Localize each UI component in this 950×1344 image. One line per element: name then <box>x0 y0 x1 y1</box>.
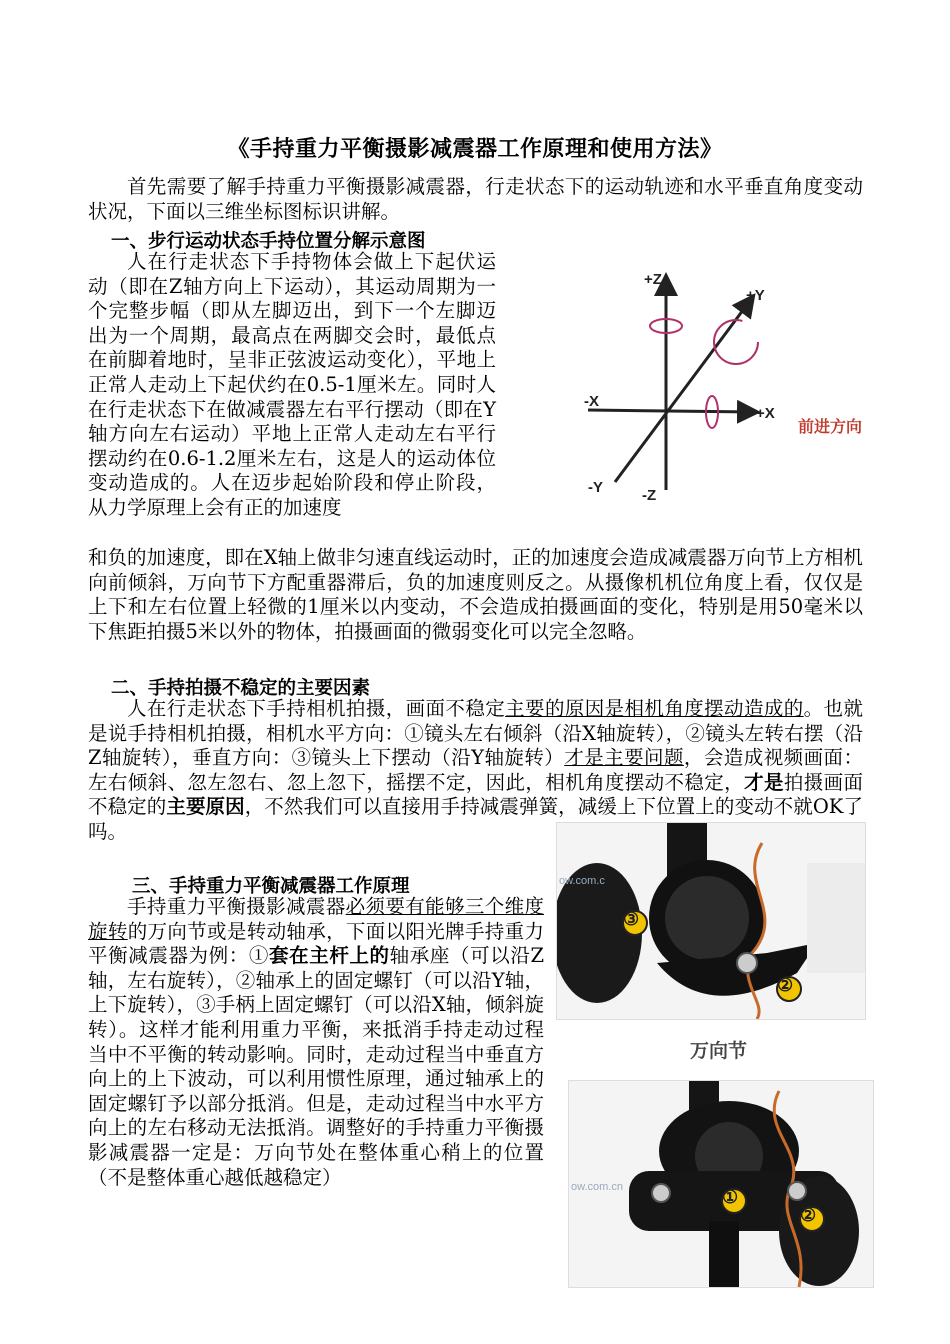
x-axis-line <box>588 410 755 412</box>
intro-paragraph <box>88 175 863 224</box>
section3-text-e: 轴承座（可以沿Z轴，左右旋转），②轴承上的固定螺钉（可以沿Y轴，上下旋转），③手柄上固定螺钉（可以沿X轴，倾斜旋转）。这样才能利用重力平衡，来抵消手持走动过程当中不平衡的转动影响。同时，走动过程当中垂直方向上的上下波动，可以利用惯性原理，通过轴承上的固定螺钉予以部分抵消。但是，走动过程当中水平方向上的左右移动无法抵消。调整好的手持重力平衡摄影减震器一定是：万向节处在整体重心稍上的位置（不是整体重心越低越稳定） <box>88 944 544 1189</box>
document-title: 《手持重力平衡摄影减震器工作原理和使用方法》 <box>227 137 723 162</box>
section2-text-b: 主要的原因是相机角度摆动造成的 <box>505 697 804 720</box>
section2-text-e: ，会造成视频画面：左右倾斜、忽左忽右、忽上忽下，摇摆不定，因此，相机角度摆动不稳定， <box>88 746 863 794</box>
photo1-watermark: ow.com.c <box>559 875 605 887</box>
section2-text-i: ，不然我们可以直接用手持减震弹簧，减缓上下位置上的变动不就OK了吗。 <box>88 795 863 843</box>
section1-narrow-paragraph <box>88 250 496 521</box>
section2-text-h: 主要原因 <box>166 795 245 819</box>
section3-heading: 三、手持重力平衡减震器工作原理 <box>132 876 410 897</box>
direction-label: 前进方向 <box>798 417 863 436</box>
gimbal-photo-2 <box>568 1080 874 1288</box>
y-axis-line <box>615 298 752 482</box>
section3-paragraph <box>88 895 544 1190</box>
section1-heading: 一、步行运动状态手持位置分解示意图 <box>111 231 426 252</box>
section2-text-g: 拍摄画面不稳定的 <box>88 770 863 819</box>
x-pos-label: +X <box>756 405 775 422</box>
photo2-badge-2: ② <box>800 1205 817 1226</box>
photo2-watermark: ow.com.cn <box>571 1181 623 1193</box>
gimbal-photo-1-drawing <box>557 823 865 1019</box>
section1-wide-text: 和负的加速度，即在X轴上做非匀速直线运动时，正的加速度会造成减震器万向节上方相机向前倾斜，万向节下方配重器滞后，负的加速度则反之。从摄像机机位角度上看，仅仅是上下和左右位置上轻微的1厘米以内变动，不会造成拍摄画面的变化，特别是用50毫米以下焦距拍摄5米以外的物体，拍摄画面的微弱变化可以完全忽略。 <box>88 546 863 643</box>
y-neg-label: -Y <box>588 479 603 496</box>
section3-text-d: 套在主杆上的 <box>269 944 390 968</box>
section2-text-f: 才是 <box>744 770 784 794</box>
section1-narrow-text: 人在行走状态下手持物体会做上下起伏运动（即在Z轴方向上下运动），其运动周期为一个完整步幅（即从左脚迈出，到下一个左脚迈出为一个周期，最高点在两脚交会时，最低点在前脚着地时，呈非正弦波运动变化），平地上正常人走动上下起伏约在0.5-1厘米左。同时人在行走状态下在做减震器左右平行摆动（即在Y轴方向左右运动）平地上正常人走动左右平行摆动约在0.6-1.2厘米左右，这是人的运动体位变动造成的。人在迈步起始阶段和停止阶段，从力学原理上会有正的加速度 <box>88 250 496 519</box>
photo1-badge-2: ② <box>777 975 794 996</box>
intro-text: 首先需要了解手持重力平衡摄影减震器，行走状态下的运动轨迹和水平垂直角度变动状况，下面以三维坐标图标识讲解。 <box>88 175 863 223</box>
section2-heading: 二、手持拍摄不稳定的主要因素 <box>111 678 371 699</box>
photo1-caption: 万向节 <box>690 1040 748 1062</box>
section2-text-d: 才是主要问题 <box>564 746 684 770</box>
z-pos-label: +Z <box>644 271 662 288</box>
y-pos-label: +Y <box>746 287 765 304</box>
section3-text-c: 的万向节或是转动轴承，下面以阳光牌手持重力平衡减震器为例：① <box>88 919 544 968</box>
photo2-badge-1: ① <box>722 1187 739 1208</box>
gimbal-photo-1 <box>556 822 866 1020</box>
axis-diagram <box>570 260 900 510</box>
photo1-badge-3: ③ <box>623 909 640 930</box>
z-neg-label: -Z <box>642 487 657 504</box>
section1-wide-paragraph <box>88 546 863 644</box>
x-neg-label: -X <box>584 393 599 410</box>
section2-text-a: 人在行走状态下手持相机拍摄，画面不稳定 <box>127 697 506 720</box>
section3-text-a: 手持重力平衡摄影减震器 <box>127 895 346 918</box>
section3-text-b: 必须要有能够三个维度旋转 <box>88 895 544 943</box>
section2-text-c: 。也就是说手持相机拍摄，相机水平方向：①镜头左右倾斜（沿X轴旋转），②镜头左转右摆（沿Z轴旋转），垂直方向：③镜头上下摆动（沿Y轴旋转） <box>88 697 863 770</box>
